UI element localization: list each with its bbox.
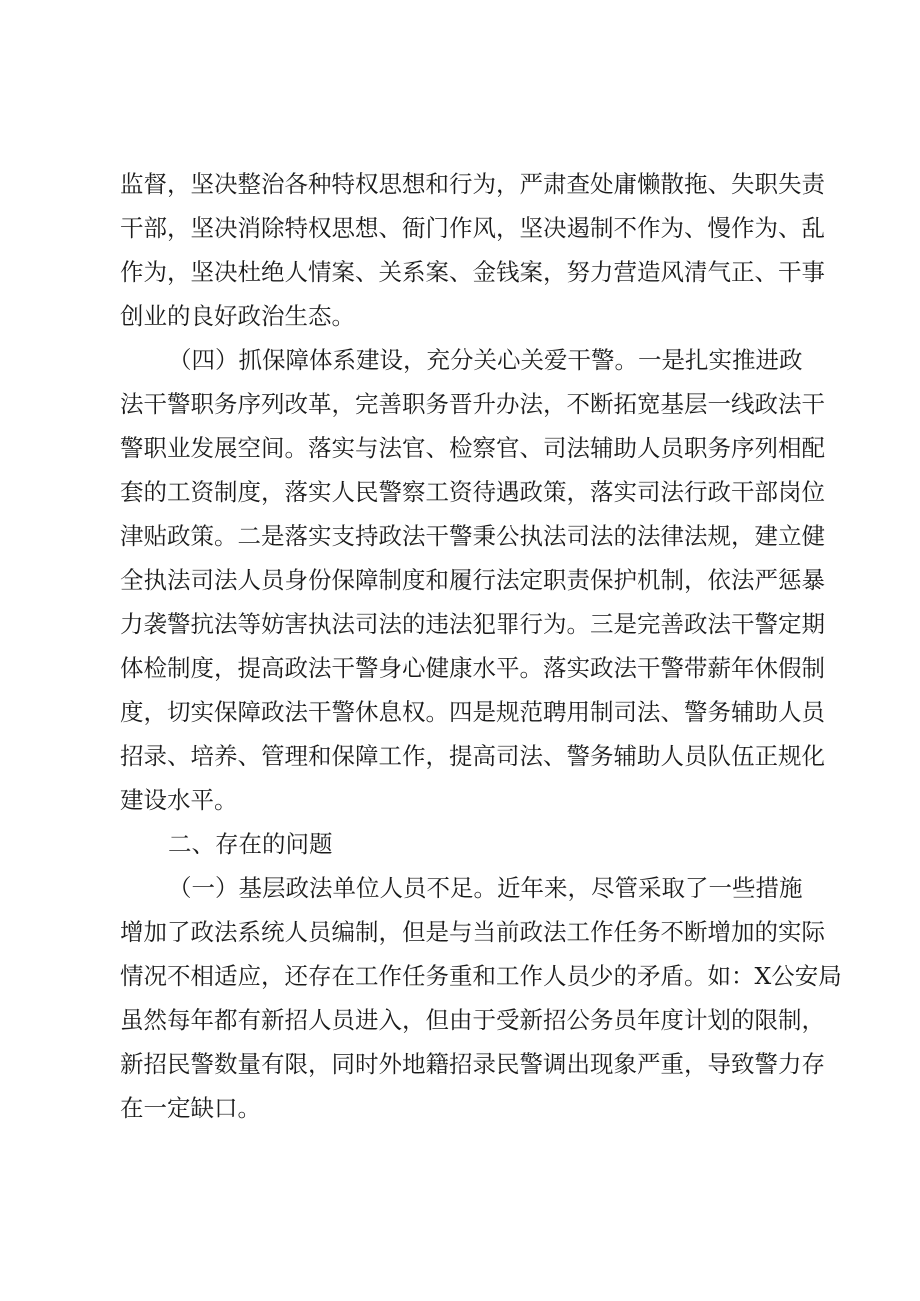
subsection-heading-1: （一）基层政法单位人员不足。近年来，尽管采取了一些措施	[168, 874, 803, 902]
text-line: 法干警职务序列改革，完善职务晋升办法，不断拓宽基层一线政法干	[120, 390, 825, 418]
text-line: 津贴政策。二是落实支持政法干警秉公执法司法的法律法规，建立健	[120, 522, 825, 550]
text-line: 警职业发展空间。落实与法官、检察官、司法辅助人员职务序列相配	[120, 434, 825, 462]
text-line: 虽然每年都有新招人员进入，但由于受新招公务员年度计划的限制，	[120, 1006, 825, 1034]
text-line: 建设水平。	[120, 786, 238, 814]
text-line: 招录、培养、管理和保障工作，提高司法、警务辅助人员队伍正规化	[120, 742, 825, 770]
text-line: 套的工资制度，落实人民警察工资待遇政策，落实司法行政干部岗位	[120, 478, 825, 506]
text-line: 全执法司法人员身份保障制度和履行法定职责保护机制，依法严惩暴	[120, 566, 825, 594]
text-line: 在一定缺口。	[120, 1094, 261, 1122]
text-line: 创业的良好政治生态。	[120, 302, 355, 330]
text-line: 增加了政法系统人员编制，但是与当前政法工作任务不断增加的实际	[120, 918, 825, 946]
text-line: 情况不相适应，还存在工作任务重和工作人员少的矛盾。如：X公安局	[120, 962, 842, 990]
text-line: 新招民警数量有限，同时外地籍招录民警调出现象严重，导致警力存	[120, 1050, 825, 1078]
text-line: 体检制度，提高政法干警身心健康水平。落实政法干警带薪年休假制	[120, 654, 825, 682]
text-line: 度，切实保障政法干警休息权。四是规范聘用制司法、警务辅助人员	[120, 698, 825, 726]
section-heading-4: （四）抓保障体系建设，充分关心关爱干警。一是扎实推进政	[168, 346, 803, 374]
section-heading-problems: 二、存在的问题	[168, 830, 333, 858]
text-line: 干部，坚决消除特权思想、衙门作风，坚决遏制不作为、慢作为、乱	[120, 214, 825, 242]
text-line: 力袭警抗法等妨害执法司法的违法犯罪行为。三是完善政法干警定期	[120, 610, 825, 638]
text-line: 监督，坚决整治各种特权思想和行为，严肃查处庸懒散拖、失职失责	[120, 170, 825, 198]
text-line: 作为，坚决杜绝人情案、关系案、金钱案，努力营造风清气正、干事	[120, 258, 825, 286]
